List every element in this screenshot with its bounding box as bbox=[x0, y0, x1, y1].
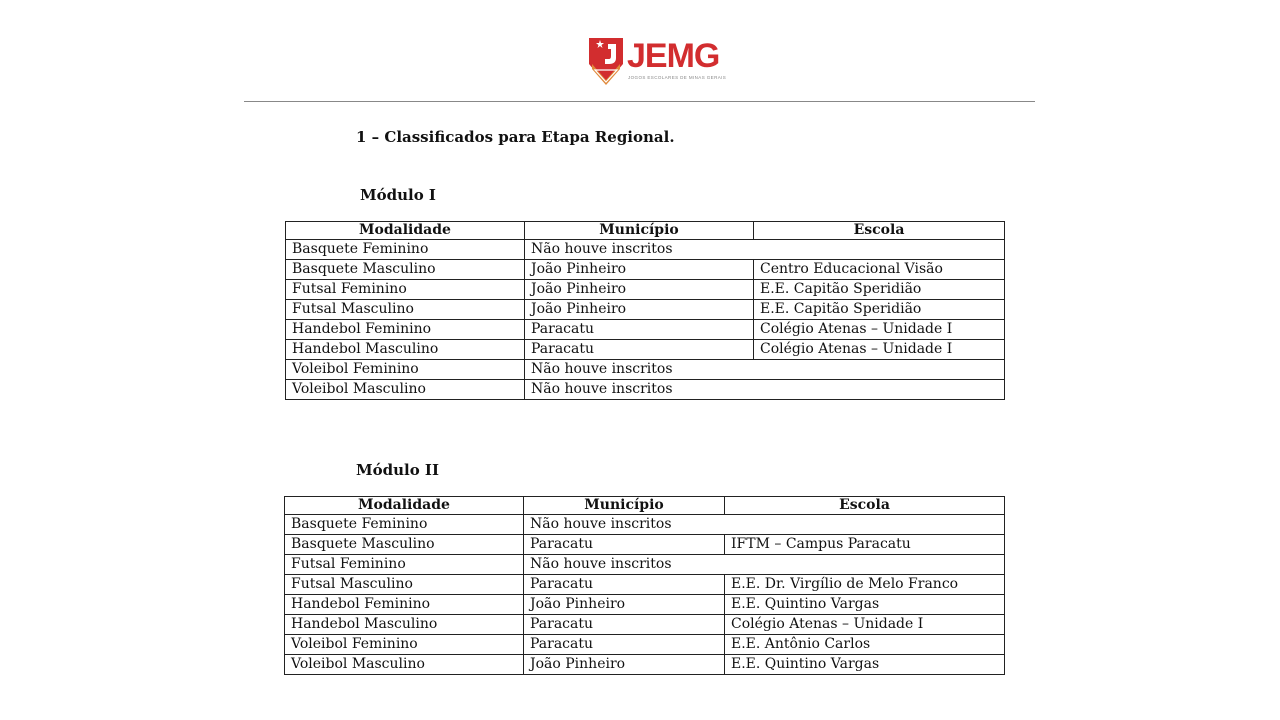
cell-modalidade: Voleibol Masculino bbox=[285, 655, 524, 675]
cell-escola: E.E. Capitão Speridião bbox=[754, 280, 1005, 300]
cell-modalidade: Futsal Masculino bbox=[286, 300, 525, 320]
column-header-municipio: Município bbox=[524, 497, 725, 515]
module-2-table bbox=[284, 496, 1005, 675]
cell-modalidade: Handebol Masculino bbox=[286, 340, 525, 360]
table-row bbox=[285, 515, 1005, 535]
cell-modalidade: Basquete Masculino bbox=[286, 260, 525, 280]
module-2-title: Módulo II bbox=[356, 461, 439, 479]
table-row bbox=[285, 555, 1005, 575]
cell-municipio: João Pinheiro bbox=[525, 280, 754, 300]
header-divider bbox=[244, 101, 1035, 102]
table-row bbox=[286, 280, 1005, 300]
column-header-modalidade: Modalidade bbox=[285, 497, 524, 515]
cell-modalidade: Handebol Feminino bbox=[285, 595, 524, 615]
cell-modalidade: Futsal Feminino bbox=[286, 280, 525, 300]
table-row bbox=[285, 575, 1005, 595]
cell-municipio: Não houve inscritos bbox=[524, 515, 1005, 535]
cell-municipio: Não houve inscritos bbox=[525, 240, 1005, 260]
cell-municipio: João Pinheiro bbox=[524, 595, 725, 615]
cell-escola: Centro Educacional Visão bbox=[754, 260, 1005, 280]
table-row bbox=[285, 635, 1005, 655]
cell-modalidade: Basquete Masculino bbox=[285, 535, 524, 555]
cell-modalidade: Voleibol Feminino bbox=[286, 360, 525, 380]
cell-escola: Colégio Atenas – Unidade I bbox=[725, 615, 1005, 635]
cell-municipio: João Pinheiro bbox=[525, 260, 754, 280]
cell-modalidade: Voleibol Masculino bbox=[286, 380, 525, 400]
table-row bbox=[286, 300, 1005, 320]
cell-municipio: Paracatu bbox=[524, 575, 725, 595]
cell-modalidade: Futsal Masculino bbox=[285, 575, 524, 595]
cell-modalidade: Futsal Feminino bbox=[285, 555, 524, 575]
cell-municipio: Paracatu bbox=[525, 340, 754, 360]
cell-municipio: Não houve inscritos bbox=[525, 380, 1005, 400]
cell-escola: E.E. Quintino Vargas bbox=[725, 595, 1005, 615]
table-row bbox=[285, 615, 1005, 635]
table-row bbox=[286, 360, 1005, 380]
table-row bbox=[285, 595, 1005, 615]
cell-modalidade: Handebol Masculino bbox=[285, 615, 524, 635]
module-1-table bbox=[285, 221, 1005, 400]
cell-municipio: Paracatu bbox=[524, 635, 725, 655]
cell-municipio: Paracatu bbox=[524, 615, 725, 635]
cell-municipio: Não houve inscritos bbox=[524, 555, 1005, 575]
jemg-flag-shield-logo-icon bbox=[587, 34, 625, 86]
cell-escola: IFTM – Campus Paracatu bbox=[725, 535, 1005, 555]
table-row bbox=[286, 260, 1005, 280]
cell-escola: E.E. Dr. Virgílio de Melo Franco bbox=[725, 575, 1005, 595]
cell-municipio: Paracatu bbox=[524, 535, 725, 555]
cell-escola: Colégio Atenas – Unidade I bbox=[754, 320, 1005, 340]
cell-modalidade: Basquete Feminino bbox=[286, 240, 525, 260]
column-header-municipio: Município bbox=[525, 222, 754, 240]
table-header-row bbox=[286, 222, 1005, 240]
cell-modalidade: Handebol Feminino bbox=[286, 320, 525, 340]
logo-wordmark: JEMG bbox=[627, 37, 720, 75]
cell-escola: E.E. Capitão Speridião bbox=[754, 300, 1005, 320]
cell-modalidade: Voleibol Feminino bbox=[285, 635, 524, 655]
table-row bbox=[286, 320, 1005, 340]
cell-municipio: Não houve inscritos bbox=[525, 360, 1005, 380]
jemg-logo bbox=[587, 34, 727, 88]
cell-municipio: João Pinheiro bbox=[524, 655, 725, 675]
cell-escola: Colégio Atenas – Unidade I bbox=[754, 340, 1005, 360]
table-row bbox=[286, 240, 1005, 260]
table-row bbox=[285, 535, 1005, 555]
module-1-title: Módulo I bbox=[360, 186, 436, 204]
table-row bbox=[286, 340, 1005, 360]
section-title: 1 – Classificados para Etapa Regional. bbox=[356, 128, 675, 146]
table-header-row bbox=[285, 497, 1005, 515]
logo-tagline: JOGOS ESCOLARES DE MINAS GERAIS bbox=[628, 75, 727, 80]
cell-modalidade: Basquete Feminino bbox=[285, 515, 524, 535]
column-header-escola: Escola bbox=[725, 497, 1005, 515]
cell-escola: E.E. Antônio Carlos bbox=[725, 635, 1005, 655]
cell-municipio: Paracatu bbox=[525, 320, 754, 340]
cell-municipio: João Pinheiro bbox=[525, 300, 754, 320]
cell-escola: E.E. Quintino Vargas bbox=[725, 655, 1005, 675]
column-header-escola: Escola bbox=[754, 222, 1005, 240]
column-header-modalidade: Modalidade bbox=[286, 222, 525, 240]
table-row bbox=[285, 655, 1005, 675]
table-row bbox=[286, 380, 1005, 400]
